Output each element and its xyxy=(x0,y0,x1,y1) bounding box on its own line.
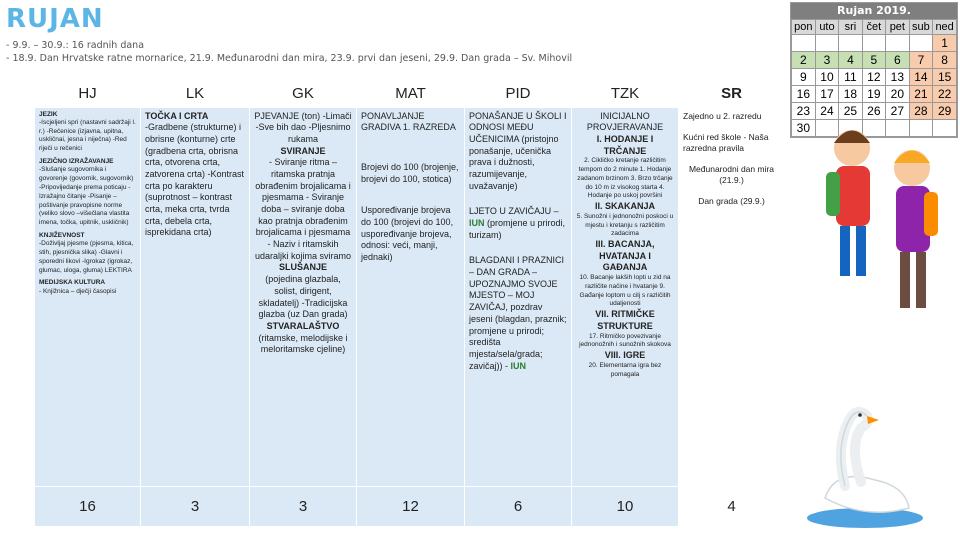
hj-section-body: -Doživljaj pjesme (pjesma, kitica, stih, pjesnička slika) -Glavni i sporedni likovi -Igrokaz (igrokaz, glumac, uloga, gluma) LEKTIRA xyxy=(39,240,134,274)
lk-content xyxy=(141,107,250,487)
day-name: čet xyxy=(862,20,885,35)
hj-section-title: KNJIŽEVNOST xyxy=(39,231,85,239)
gk-listening-title: SLUŠANJE xyxy=(278,262,327,273)
total-hj: 16 xyxy=(35,487,141,527)
calendar-day: 24 xyxy=(815,103,839,120)
calendar-day: 30 xyxy=(792,120,816,137)
calendar-day xyxy=(815,35,839,52)
content-row xyxy=(35,107,785,487)
total-tzk: 10 xyxy=(572,487,679,527)
calendar-day-names xyxy=(792,20,957,35)
children-illustration xyxy=(812,108,952,348)
gk-creativity: (ritamske, melodijske i meloritamske cjeline) xyxy=(258,332,348,355)
tzk-heading: I. HODANJE I TRČANJE xyxy=(596,133,654,156)
tzk-list: 5. Sunožni i jednonožni poskoci u mjestu i kretanju s različitim zadacima xyxy=(576,212,674,238)
totals-row xyxy=(35,487,785,527)
subject-header-mat: MAT xyxy=(357,81,465,107)
working-days-info: - 9.9. – 30.9.: 16 radnih dana xyxy=(6,40,145,51)
day-name: pon xyxy=(792,20,816,35)
page-title: RUJAN xyxy=(6,4,104,34)
total-lk: 3 xyxy=(141,487,250,527)
calendar-day: 7 xyxy=(909,52,933,69)
gk-content xyxy=(250,107,357,487)
tzk-heading: VII. RITMIČKE STRUKTURE xyxy=(595,309,655,331)
sr-item: Međunarodni dan mira (21.9.) xyxy=(688,163,775,185)
gk-creativity-title: STVARALAŠTVO xyxy=(266,320,340,331)
calendar-day: 17 xyxy=(815,86,839,103)
lk-title: TOČKA I CRTA xyxy=(145,110,209,121)
day-name: sri xyxy=(839,20,862,35)
calendar-day: 6 xyxy=(886,52,910,69)
lk-body: -Gradbene (strukturne) i obrisne (konturne) crte (gradbena crta, obrisna crta, otvorena crta, zatvorena crta) -Kontrast crta po karakteru (suprotnost – kontrast crta, meka crta, tvrda crta, debela crta, isprekidana crta) xyxy=(145,122,245,238)
calendar-day: 21 xyxy=(909,86,933,103)
calendar-day xyxy=(839,35,862,52)
calendar-day: 13 xyxy=(886,69,910,86)
sr-content xyxy=(679,107,785,487)
pid-summer xyxy=(469,206,567,241)
pid-summer-label: LJETO U ZAVIČAJU – xyxy=(469,206,559,217)
subject-header-lk: LK xyxy=(141,81,250,107)
total-pid: 6 xyxy=(465,487,572,527)
hj-section-body: -Slušanje sugovornika i govorenje (govornik, sugovornik) -Pripovijedanje prema poticaju -Izražajno čitanje -Pisanje – poštivanje pravopisne norme (veliko slovo –višečlana vlastita imena, točka, upitnik, uskličnik) xyxy=(39,166,134,227)
calendar-day: 12 xyxy=(862,69,885,86)
calendar-day: 26 xyxy=(862,103,885,120)
tzk-heading: VIII. IGRE xyxy=(604,350,646,361)
calendar-day: 19 xyxy=(862,86,885,103)
calendar-day: 14 xyxy=(909,69,933,86)
calendar-day: 27 xyxy=(886,103,910,120)
gk-playing-title: SVIRANJE xyxy=(280,145,326,156)
calendar-day: 8 xyxy=(933,52,957,69)
calendar-day: 16 xyxy=(792,86,816,103)
tzk-list: 20. Elementarna igra bez pomagala xyxy=(588,361,662,378)
pid-iun-badge: IUN xyxy=(510,360,527,371)
swan-illustration xyxy=(805,398,925,530)
hj-section-title: MEDIJSKA KULTURA xyxy=(39,279,106,287)
calendar-day: 9 xyxy=(792,69,816,86)
total-mat: 12 xyxy=(357,487,465,527)
calendar-day: 15 xyxy=(933,69,957,86)
tzk-heading: III. BACANJA, HVATANJA I GAĐANJA xyxy=(595,239,655,273)
calendar-week xyxy=(792,35,957,52)
gk-singing: PJEVANJE (ton) -Limači -Sve bih dao -Pljesnimo rukama xyxy=(254,110,352,144)
mat-review: PONAVLJANJE GRADIVA 1. RAZREDA xyxy=(361,110,456,133)
hj-section-title: JEZIČNO IZRAŽAVANJE xyxy=(39,158,114,165)
calendar-day: 23 xyxy=(792,103,816,120)
tzk-list: 2. Cikličko kretanje različitim tempom do 2 minute 1. Hodanje zadanom brzinom 3. Brzo trčanje do 10 m iz visokog starta 4. Hodanje po uskoj površini xyxy=(577,157,673,200)
calendar-title: Rujan 2019. xyxy=(791,3,957,19)
calendar-day: 11 xyxy=(839,69,862,86)
sr-item: Kućni red škole - Naša razredna pravila xyxy=(683,131,769,153)
tzk-heading: II. SKAKANJA xyxy=(594,201,655,212)
day-name: uto xyxy=(815,20,839,35)
hj-section-body: - Knjižnica – dječji časopisi xyxy=(39,287,117,295)
hj-content xyxy=(35,107,141,487)
subject-header-hj: HJ xyxy=(35,81,141,107)
calendar-week xyxy=(792,69,957,86)
pid-summer-detail: (promjene u prirodi, turizam) xyxy=(469,218,566,240)
day-name: ned xyxy=(933,20,957,35)
subject-header-row xyxy=(35,81,785,107)
gk-listening: (pojedina glazbala, solist, dirigent, skladatelj) -Tradicijska glazba (uz Dan grada) xyxy=(258,274,348,320)
subject-header-gk: GK xyxy=(250,81,357,107)
mat-content xyxy=(357,107,465,487)
pid-school-behaviour: PONAŠANJE U ŠKOLI I ODNOSI MEĐU UČENICIMA (pristojno ponašanje, učenička prava i dužnosti, razumijevanje, uvažavanje) xyxy=(469,110,567,191)
calendar-day: 5 xyxy=(862,52,885,69)
calendar-day xyxy=(886,35,910,52)
calendar-day xyxy=(909,35,933,52)
total-sr: 4 xyxy=(679,487,785,527)
calendar-week xyxy=(792,52,957,69)
total-gk: 3 xyxy=(250,487,357,527)
tzk-list: 10. Bacanje lakših lopti u zid na različite načine i hvatanje 9. Gađanje loptom u cilj s različitih udaljenosti xyxy=(579,274,671,308)
calendar-day: 4 xyxy=(839,52,862,69)
mat-compare: Uspoređivanje brojeva do 100 (brojevi do 100, uspoređivanje brojeva, odnosi: veći, manji, jednaki) xyxy=(361,205,454,262)
tzk-content xyxy=(572,107,679,487)
sr-item: Dan grada (29.9.) xyxy=(698,195,765,206)
sr-item: Zajedno u 2. razredu xyxy=(683,110,762,121)
day-name: pet xyxy=(886,20,910,35)
calendar-day: 18 xyxy=(839,86,862,103)
subject-header-tzk: TZK xyxy=(572,81,679,107)
calendar-day: 29 xyxy=(933,103,957,120)
gk-playing: - Sviranje ritma – ritamska pratnja obrađenim brojalicama i pjesmama - Sviranje doba – sviranje doba kao pratnja obrađenim brojalicama i pjesmama - Naziv i ritamskih udaraljki kojima sviramo xyxy=(254,157,352,261)
pid-holidays xyxy=(469,255,567,372)
calendar-day: 28 xyxy=(909,103,933,120)
subject-header-sr: SR xyxy=(679,81,785,107)
calendar-week xyxy=(792,86,957,103)
pid-holidays-text: BLAGDANI I PRAZNICI – DAN GRADA – UPOZNAJMO SVOJE MJESTO – MOJ ZAVIČAJ, pozdrav jeseni (blagdan, praznik; promjene u prirodi; središta mjesta/sela/grada; zavičaj)) - xyxy=(469,255,567,371)
calendar-day: 25 xyxy=(839,103,862,120)
pid-iun-badge: IUN xyxy=(469,218,485,228)
tzk-initial-check: INICIJALNO PROVJERAVANJE xyxy=(586,110,664,133)
calendar-day: 1 xyxy=(933,35,957,52)
hj-section-title: JEZIK xyxy=(39,110,58,118)
calendar-day xyxy=(792,35,816,52)
mat-numbers: Brojevi do 100 (brojenje, brojevi do 100, stotica) xyxy=(361,161,459,184)
calendar-day: 3 xyxy=(815,52,839,69)
pid-content xyxy=(465,107,572,487)
day-name: sub xyxy=(909,20,933,35)
calendar-day: 20 xyxy=(886,86,910,103)
holidays-info: - 18.9. Dan Hrvatske ratne mornarice, 21.9. Međunarodni dan mira, 23.9. prvi dan jeseni, 29.9. Dan grada – Sv. Mihovil xyxy=(6,53,573,64)
calendar-day: 2 xyxy=(792,52,816,69)
curriculum-table xyxy=(34,80,785,527)
hj-section-body: -Iscjeljeni spri (nastavni sadržaji l. r.) -Rečenice (izjavna, upitna, uskličnai, jesna i niječna) -Red riječi u rečenici xyxy=(39,118,136,153)
calendar-day xyxy=(862,35,885,52)
subject-header-pid: PID xyxy=(465,81,572,107)
calendar-day: 22 xyxy=(933,86,957,103)
tzk-list: 17. Ritmičko povezivanje jednonožnih i sunožnih skokova xyxy=(579,332,671,349)
calendar-day: 10 xyxy=(815,69,839,86)
